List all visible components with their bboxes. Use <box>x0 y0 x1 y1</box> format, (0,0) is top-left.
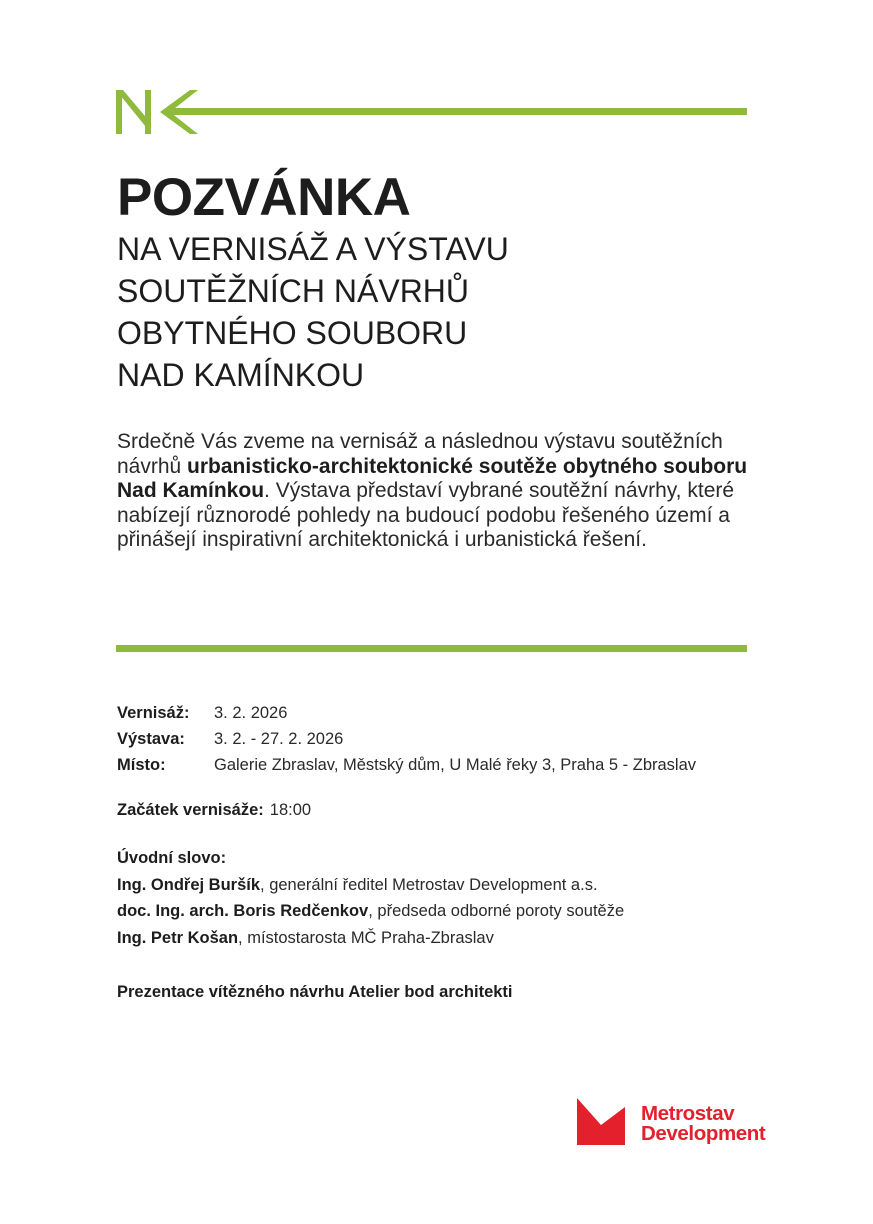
subtitle-line: NAD KAMÍNKOU <box>117 357 365 393</box>
detail-row-vernisaz <box>117 700 696 726</box>
intro-paragraph <box>117 430 767 553</box>
event-details <box>117 700 696 778</box>
subtitle-line: NA VERNISÁŽ A VÝSTAVU <box>117 231 509 267</box>
nk-arrow-logo-icon <box>112 86 752 138</box>
subtitle-line: OBYTNÉHO SOUBORU <box>117 315 468 351</box>
intro-text: Srdečně Vás zveme na vernisáž a následnou výstavu soutěžních návrhů <box>117 430 723 478</box>
detail-value: 3. 2. 2026 <box>214 704 288 722</box>
logo-line2: Development <box>641 1122 766 1145</box>
detail-label: Výstava: <box>117 730 185 748</box>
logo-line1: Metrostav <box>641 1102 735 1125</box>
start-label: Začátek vernisáže: <box>117 801 264 819</box>
speaker-name: Ing. Petr Košan <box>117 928 239 947</box>
metrostav-m-icon <box>576 1097 627 1146</box>
detail-value: 3. 2. - 27. 2. 2026 <box>214 730 344 748</box>
speaker-name: doc. Ing. arch. Boris Redčenkov <box>117 902 369 920</box>
detail-row-vystava <box>117 726 696 752</box>
intro-text: . Výstava představí vybrané soutěžní návrhy, které nabízejí různorodé pohledy na budoucí podobu řešeného území a přinášejí inspirativní architektonická i urbanistická řešení. <box>117 479 735 551</box>
page-title: POZVÁNKA <box>117 168 411 227</box>
speaker-role: , předseda odborné poroty soutěže <box>368 902 625 920</box>
speaker-name: Ing. Ondřej Buršík <box>117 875 261 894</box>
speaker-item <box>117 898 624 925</box>
speakers-heading: Úvodní slovo: <box>117 849 227 867</box>
detail-row-misto <box>117 752 696 778</box>
speaker-role: , místostarosta MČ Praha-Zbraslav <box>238 928 494 947</box>
speakers-section <box>117 845 624 951</box>
intro-bold-text: urbanisticko-architektonické soutěže obytného souboru Nad Kamínkou <box>117 454 748 502</box>
detail-label: Vernisáž: <box>117 704 190 722</box>
speaker-item <box>117 925 624 952</box>
speaker-item <box>117 872 624 899</box>
speaker-role: , generální ředitel Metrostav Development a.s. <box>260 875 598 894</box>
detail-label: Místo: <box>117 756 166 774</box>
subtitle-line: SOUTĚŽNÍCH NÁVRHŮ <box>117 273 470 309</box>
page-subtitle <box>117 228 509 396</box>
start-time <box>117 797 311 823</box>
metrostav-development-logo <box>576 1097 788 1149</box>
start-value: 18:00 <box>269 801 312 819</box>
presentation-note: Prezentace vítězného návrhu Atelier bod architekti <box>117 983 513 1001</box>
divider <box>116 645 747 652</box>
metrostav-logo-text <box>641 1104 765 1144</box>
detail-value: Galerie Zbraslav, Městský dům, U Malé řeky 3, Praha 5 - Zbraslav <box>214 756 697 774</box>
